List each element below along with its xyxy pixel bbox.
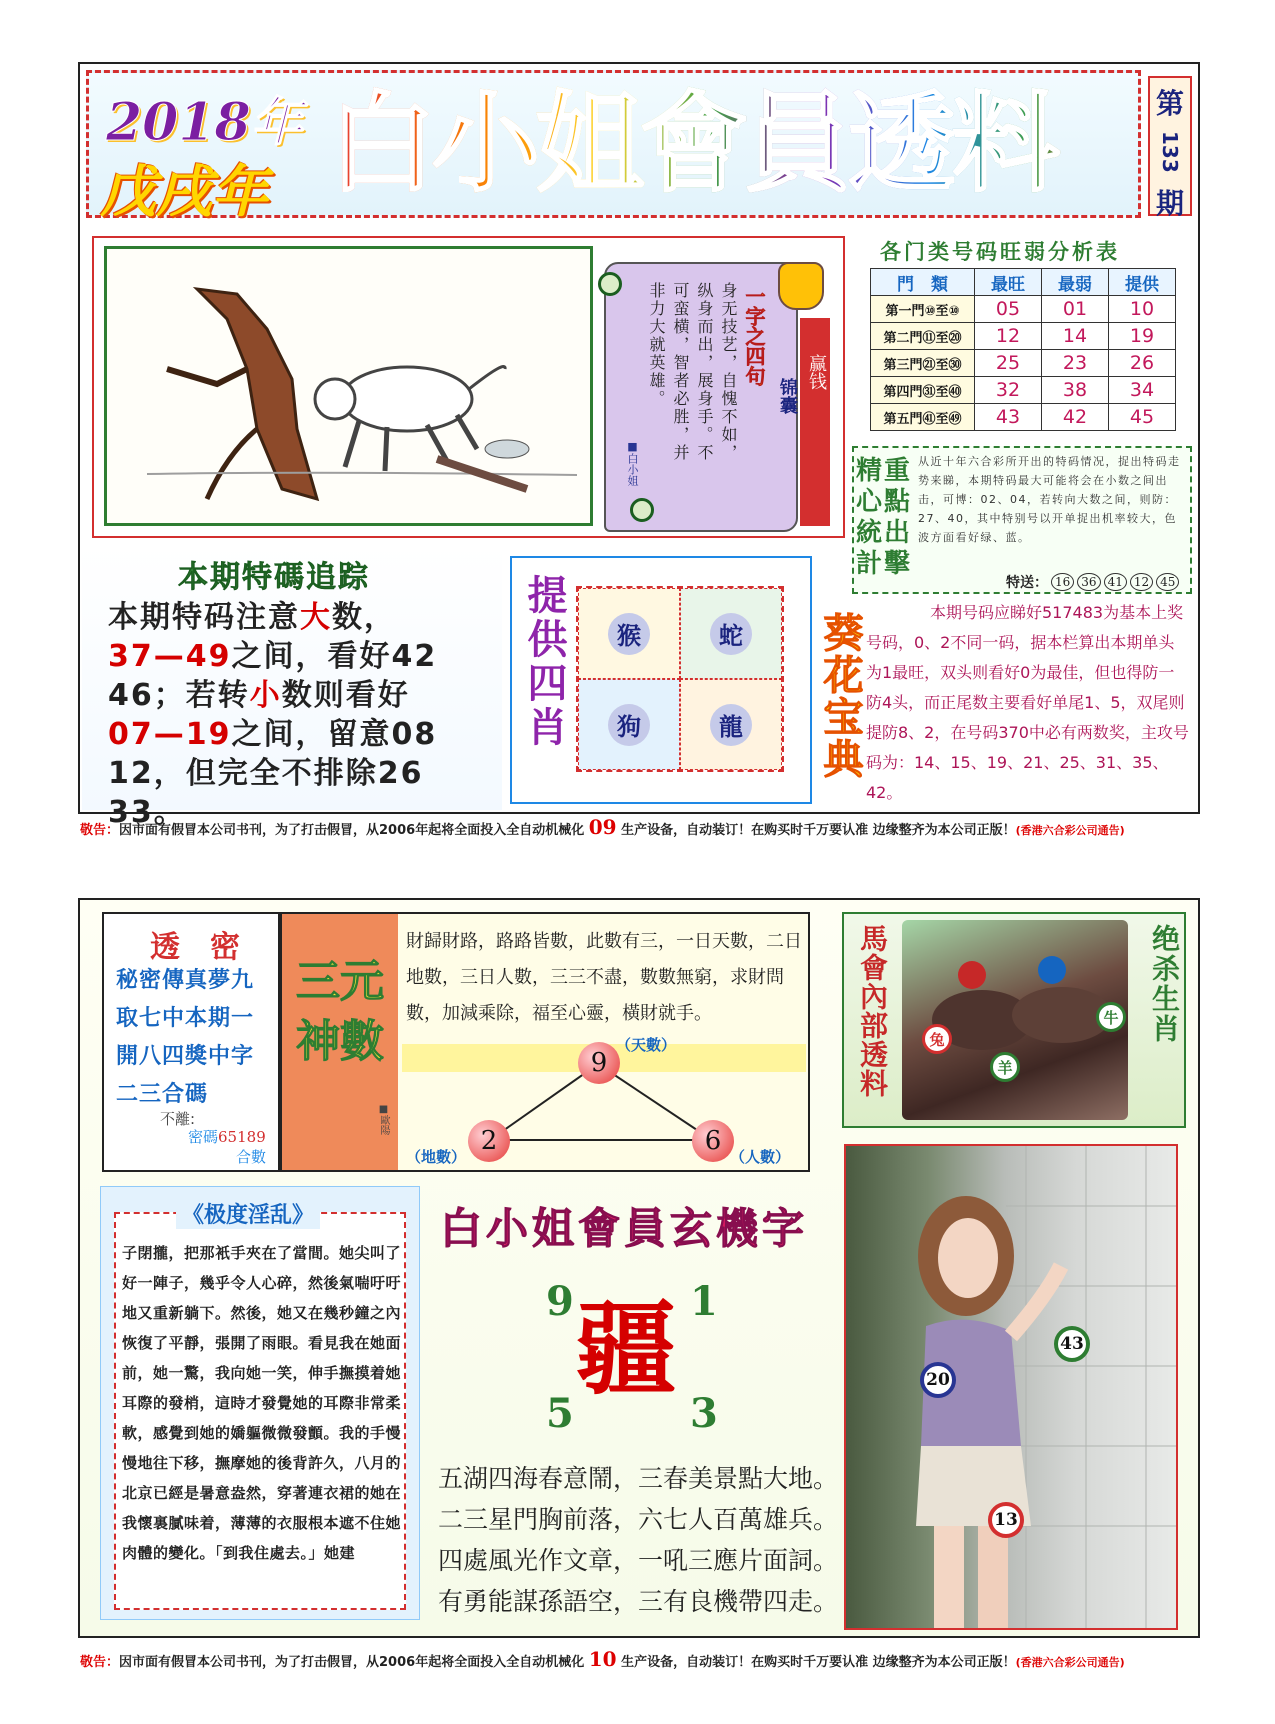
special-label: 特送： xyxy=(1006,575,1048,591)
track-highlight: 小 xyxy=(249,678,282,713)
row-min: 42 xyxy=(1042,404,1109,431)
notice-prefix: 敬告： xyxy=(80,1655,120,1670)
tian-ball: 9 xyxy=(578,1042,620,1084)
notice-source: (香港六合彩公司通告) xyxy=(1015,1656,1125,1669)
table-row xyxy=(871,296,1176,323)
zodiac-cell xyxy=(680,679,782,770)
row-max: 05 xyxy=(975,296,1042,323)
photo-ball-13: 13 xyxy=(988,1502,1024,1538)
sanyuan-text: 財歸財路，路路皆數，此數有三，一日天數，二日地數，三日人數，三三不盡，數數無窮，求財問數，加減乘除，福至心靈，橫財就手。 xyxy=(406,931,802,1024)
secret-note-code: 65189 xyxy=(218,1128,266,1146)
mystic-number-tr: 1 xyxy=(690,1278,718,1325)
table-header-category: 門 類 xyxy=(871,269,975,296)
issue-prefix: 第 xyxy=(1155,87,1184,120)
poem-line: 四處風光作文章，一吼三應片面詞。 xyxy=(438,1546,839,1575)
row-label: 第五門㊶至㊾ xyxy=(871,404,975,431)
row-min: 38 xyxy=(1042,377,1109,404)
track-segment: 本期特码注意 xyxy=(108,600,300,635)
scroll-poem-text: 身无技艺，自愧不如，纵身而出，展身手。不可蛮横，智者必胜，并非力大就英雄。 xyxy=(647,282,738,462)
notice-prefix: 敬告： xyxy=(80,823,120,838)
lucky-bag-label-2: 锦囊 xyxy=(777,378,798,414)
zodiac-cell xyxy=(578,679,680,770)
row-offer: 19 xyxy=(1109,323,1176,350)
track-segment: 46；若转 xyxy=(108,678,250,713)
row-label: 第三門㉑至㉚ xyxy=(871,350,975,377)
header-title: 白小姐會員透料 xyxy=(328,86,1128,205)
row-min: 23 xyxy=(1042,350,1109,377)
table-row xyxy=(871,350,1176,377)
track-line xyxy=(108,598,508,637)
secret-note-3: 合數 xyxy=(236,1148,267,1166)
mystic-number-br: 3 xyxy=(690,1390,718,1437)
track-line xyxy=(108,715,508,754)
poem-line: 有勇能謀孫語空，三有良機帶四走。 xyxy=(438,1587,839,1616)
track-line xyxy=(108,754,508,793)
track-highlight: 37—49 xyxy=(108,639,232,674)
lucky-bag-icon xyxy=(778,262,824,310)
track-text xyxy=(108,598,508,832)
zodiac-cell xyxy=(680,588,782,679)
header-year: 2018年 xyxy=(106,92,303,153)
track-title: 本期特碼追踪 xyxy=(178,560,370,595)
horse-race-graphic xyxy=(902,920,1128,1120)
row-max: 12 xyxy=(975,323,1042,350)
gate-analysis-table xyxy=(870,268,1176,431)
story-title: 《极度淫乱》 xyxy=(176,1198,320,1229)
row-min: 14 xyxy=(1042,323,1109,350)
special-number: 36 xyxy=(1077,573,1100,591)
mystic-title: 白小姐會員玄機字 xyxy=(440,1204,809,1253)
zodiac-cell xyxy=(578,588,680,679)
horse-photo xyxy=(902,920,1128,1120)
special-number: 45 xyxy=(1156,573,1179,591)
special-send xyxy=(1006,572,1179,592)
mystic-char: 疆 xyxy=(576,1291,676,1408)
track-line xyxy=(108,676,508,715)
poem-line: 五湖四海春意鬧，三春美景點大地。 xyxy=(438,1464,839,1493)
notice-top xyxy=(80,815,1200,839)
model-figure xyxy=(846,1146,1178,1630)
row-offer: 10 xyxy=(1109,296,1176,323)
notice-text-2: 生产设备，自动装订！在购买时千万要认准 边缘整齐为本公司正版！ xyxy=(621,1655,1016,1670)
mystic-number-bl: 5 xyxy=(546,1390,574,1437)
table-row xyxy=(871,377,1176,404)
table-header-min: 最弱 xyxy=(1042,269,1109,296)
zodiac-dog: 狗 xyxy=(608,704,650,746)
di-label: （地數） xyxy=(406,1148,467,1166)
table-header-max: 最旺 xyxy=(975,269,1042,296)
header-ganzhi: 戊戌年 xyxy=(100,159,268,225)
notice-text-2: 生产设备，自动装订！在购买时千万要认准 边缘整齐为本公司正版！ xyxy=(621,823,1016,838)
notice-text-1: 因市面有假冒本公司书刊，为了打击假冒，从2006年起将全面投入全自动机械化 xyxy=(119,823,585,838)
row-max: 32 xyxy=(975,377,1042,404)
track-line xyxy=(108,637,508,676)
story-text: 子閉攏，把那衹手夾在了當間。她尖叫了好一陣子，幾乎令人心碎，然後氣喘吁吁地又重新躺下。然後，她又在幾秒鐘之內恢復了平靜，張開了雨眼。看見我在她面前，她一驚，我向她一笑，伸手撫摸着她耳際的發梢，這時才發覺她的耳際非常柔軟，感覺到她的嬌軀微微發顫。我的手慢慢地往下移，撫摩她的後背許久，八月的北京已經是暑意盎然，穿著連衣裙的她在我懷裏膩味着，薄薄的衣服根本遮不住她肉體的變化。「到我住處去。」她建 xyxy=(122,1244,402,1562)
row-label: 第四門㉛至㊵ xyxy=(871,377,975,404)
secret-title: 透 密 xyxy=(150,930,240,965)
issue-suffix: 期 xyxy=(1155,187,1184,220)
photo-ball-20: 20 xyxy=(920,1362,956,1398)
special-number: 41 xyxy=(1104,573,1127,591)
table-header-offer: 提供 xyxy=(1109,269,1176,296)
special-number: 12 xyxy=(1130,573,1153,591)
page-number: 09 xyxy=(588,815,617,839)
ren-label: （人數） xyxy=(730,1148,791,1166)
notice-bottom xyxy=(80,1647,1200,1671)
secret-note-1: 不離: xyxy=(160,1110,196,1128)
sanyuan-sign: ■歐陽 xyxy=(378,1104,389,1135)
kill-ox: 牛 xyxy=(1096,1002,1126,1032)
row-min: 01 xyxy=(1042,296,1109,323)
zodiac-monkey: 猴 xyxy=(608,613,650,655)
mystic-poem xyxy=(438,1458,838,1622)
row-offer: 45 xyxy=(1109,404,1176,431)
row-max: 43 xyxy=(975,404,1042,431)
row-label: 第二門⑪至⑳ xyxy=(871,323,975,350)
zodiac-title: 提供四肖 xyxy=(521,574,567,750)
kill-title: 绝杀生肖 xyxy=(1148,924,1181,1044)
special-number: 16 xyxy=(1051,573,1074,591)
lucky-bag-strip xyxy=(800,318,830,526)
row-label: 第一門⑩至⑩ xyxy=(871,296,975,323)
notice-text-1: 因市面有假冒本公司书刊，为了打击假冒，从2006年起将全面投入全自动机械化 xyxy=(119,1655,585,1670)
table-title: 各门类号码旺弱分析表 xyxy=(880,240,1120,264)
focus-text: 从近十年六合彩所开出的特码情况，捉出特码走势来睇，本期特码最大可能将会在小数之间出击，可博：02、04，若转向大数之间，则防：27、40，其中特别号以开单捉出机率较大，色波方面看好绿、蓝。 xyxy=(918,455,1181,544)
model-photo xyxy=(844,1144,1178,1630)
illustration-box xyxy=(104,246,593,526)
row-offer: 34 xyxy=(1109,377,1176,404)
focus-label: 精重心點統出計擊 xyxy=(856,456,913,579)
track-highlight: 07—19 xyxy=(108,717,232,752)
track-segment: 33。 xyxy=(108,795,186,830)
secret-note-2: 密碼 xyxy=(188,1128,219,1146)
table-row xyxy=(871,323,1176,350)
issue-number: 133 xyxy=(1158,131,1182,173)
poem-line: 二三星門胸前落，六七人百萬雄兵。 xyxy=(438,1505,839,1534)
secret-note xyxy=(188,1126,266,1147)
kill-rabbit: 兔 xyxy=(922,1024,952,1054)
track-segment: 之间，留意08 xyxy=(231,717,438,752)
sunflower-text: 本期号码应睇好517483为基本上奖号码，0、2不同一码，据本栏算出本期单头为1最旺，双头则看好0为最佳，但也得防一防4头，而正尾数主要看好单尾1、5，双尾则提防8、2，在号码370中必有两数奖，主攻号码为：14、15、19、21、25、31、35、42。 xyxy=(866,603,1189,802)
track-segment: 之间，看好42 xyxy=(231,639,438,674)
track-segment: 12，但完全不排除26 xyxy=(108,756,424,791)
di-ball: 2 xyxy=(468,1120,510,1162)
sunflower-title: 葵花宝典 xyxy=(817,612,863,780)
zodiac-snake: 蛇 xyxy=(710,613,752,655)
track-highlight: 大 xyxy=(300,600,332,635)
horse-title: 馬會內部透料 xyxy=(856,924,889,1098)
tian-label: （天數） xyxy=(616,1036,677,1054)
track-segment: 数， xyxy=(332,600,396,635)
page-number: 10 xyxy=(588,1647,617,1671)
scroll-sign: ■白小姐 xyxy=(626,440,639,486)
row-offer: 26 xyxy=(1109,350,1176,377)
sanyuan-title: 三元神數 xyxy=(296,956,384,1067)
scroll-top-roll xyxy=(598,272,622,296)
mystic-number-tl: 9 xyxy=(546,1278,574,1325)
lucky-bag-label-1: 赢钱 xyxy=(806,354,827,390)
ren-ball: 6 xyxy=(692,1120,734,1162)
table-row xyxy=(871,404,1176,431)
track-segment: 数则看好 xyxy=(281,678,410,713)
photo-ball-43: 43 xyxy=(1054,1326,1090,1362)
secret-text: 秘密傳真夢九取七中本期一開八四獎中字二三合碼 xyxy=(116,968,255,1107)
scroll-heading: 一字之四句 xyxy=(742,286,766,386)
kill-sheep: 羊 xyxy=(990,1052,1020,1082)
zodiac-grid xyxy=(576,586,784,772)
notice-source: (香港六合彩公司通告) xyxy=(1015,824,1125,837)
zodiac-dragon: 龍 xyxy=(710,704,752,746)
issue-badge xyxy=(1148,76,1192,220)
bull-and-tree-illustration xyxy=(107,249,593,526)
row-max: 25 xyxy=(975,350,1042,377)
